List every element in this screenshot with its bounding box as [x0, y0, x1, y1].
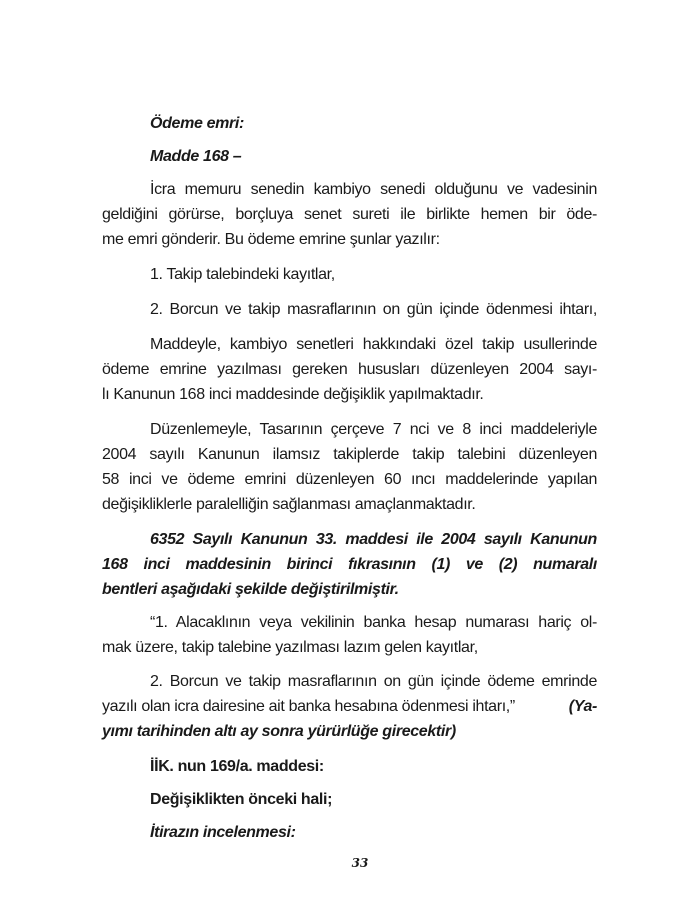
paragraph-line: geldiğini görürse, borçluya senet sureti ile birlikte hemen bir öde- — [102, 206, 597, 223]
amendment-line: 168 inci maddesinin birinci fıkrasının (1) ve (2) numaralı — [102, 556, 597, 573]
paragraph-line: “1. Alacaklının veya vekilinin banka hesap numarası hariç ol- — [150, 614, 597, 631]
paragraph-text: yazılı olan icra dairesine ait banka hesabına ödenmesi ihtarı,” — [102, 698, 515, 715]
paragraph-line: ödeme emrine yazılması gereken hususları düzenleyen 2004 sayı- — [102, 361, 597, 378]
page-number: 33 — [351, 856, 369, 870]
paragraph-line: 2. Borcun ve takip masraflarının on gün içinde ödeme emrinde — [150, 673, 597, 690]
amendment-line: bentleri aşağıdaki şekilde değiştirilmiştir. — [102, 581, 399, 598]
list-item: 2. Borcun ve takip masraflarının on gün içinde ödenmesi ihtarı, — [150, 301, 597, 318]
list-item: 1. Takip talebindeki kayıtlar, — [150, 266, 335, 283]
article-heading: Madde 168 – — [150, 148, 242, 165]
paragraph-line: İcra memuru senedin kambiyo senedi olduğunu ve vadesinin — [150, 181, 597, 198]
paragraph-line: Maddeyle, kambiyo senetleri hakkındaki özel takip usullerinde — [150, 336, 597, 353]
paragraph-line: me emri gönderir. Bu ödeme emrine şunlar yazılır: — [102, 231, 440, 248]
paragraph-line: Düzenlemeyle, Tasarının çerçeve 7 nci ve 8 inci maddeleriyle — [150, 421, 597, 438]
paragraph-line: lı Kanunun 168 inci maddesinde değişiklik yapılmaktadır. — [102, 386, 484, 403]
paragraph-line: 58 inci ve ödeme emrini düzenleyen 60 ıncı maddelerinde yapılan — [102, 471, 597, 488]
paragraph-line: değişikliklerle paralelliğin sağlanması amaçlanmaktadır. — [102, 496, 476, 513]
section-heading: İtirazın incelenmesi: — [150, 824, 296, 841]
paragraph-line: mak üzere, takip talebine yazılması lazım gelen kayıtlar, — [102, 639, 478, 656]
section-heading: Ödeme emri: — [150, 115, 244, 132]
paragraph-line: 2004 sayılı Kanunun ilamsız takiplerde takip talebini düzenleyen — [102, 446, 597, 463]
section-heading: İİK. nun 169/a. maddesi: — [150, 758, 324, 775]
section-heading: Değişiklikten önceki hali; — [150, 791, 333, 808]
effective-date-note: (Ya- — [568, 698, 597, 715]
effective-date-note: yımı tarihinden altı ay sonra yürürlüğe girecektir) — [102, 723, 456, 740]
paragraph-line — [102, 696, 597, 718]
amendment-line: 6352 Sayılı Kanunun 33. maddesi ile 2004 sayılı Kanunun — [150, 531, 597, 548]
